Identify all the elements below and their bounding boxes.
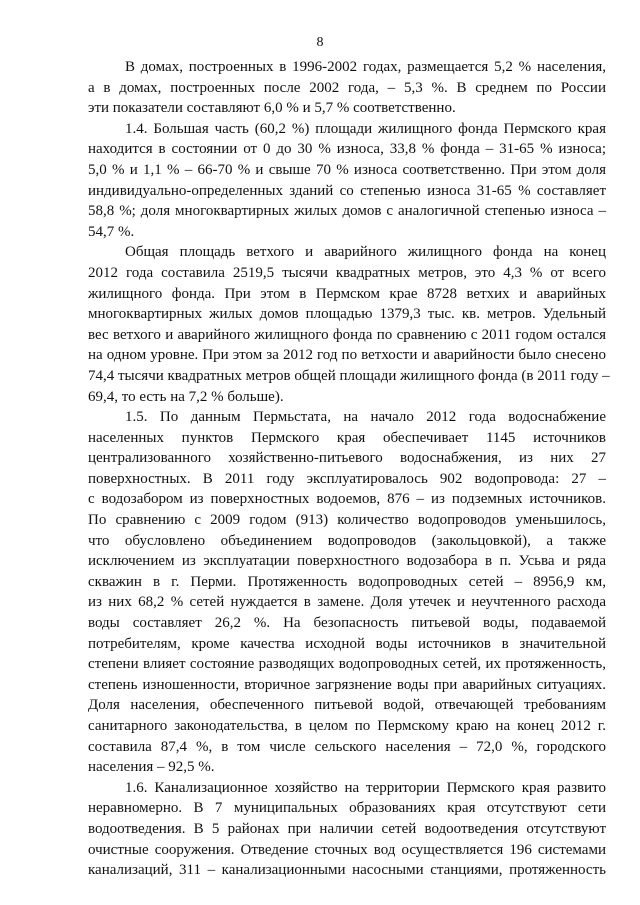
text-line: 1.6. Канализационное хозяйство на территории Пермского края развито <box>125 779 606 796</box>
paragraph-housing-age <box>88 57 606 119</box>
text-line: поверхностных. В 2011 году эксплуатировалось 902 водопровода: 27 – <box>88 470 606 487</box>
text-line: Доля населения, обеспеченного питьевой водой, отвечающей требованиям <box>88 697 606 714</box>
text-line: 54,7 %. <box>88 223 135 240</box>
text-line: 5,0 % и 1,1 % – 66-70 % и свыше 70 % износа соответственно. При этом доля <box>88 161 606 178</box>
text-line: потребителям, кроме качества исходной воды источников в значительной <box>88 635 606 652</box>
text-line: эти показатели составляют 6,0 % и 5,7 % соответственно. <box>88 100 456 117</box>
page-number: 8 <box>316 35 324 50</box>
text-line: 69,4, то есть на 7,2 % больше). <box>88 388 284 405</box>
text-line: многоквартирных жилых домов площадью 1379,3 тыс. кв. метров. Удельный <box>88 306 606 323</box>
text-line: исключением из эксплуатации поверхностного водозабора в п. Усьва и ряда <box>88 553 606 570</box>
body-text <box>88 57 610 881</box>
text-line: из них 68,2 % сетей нуждается в замене. Доля утечек и неучтенного расхода <box>88 594 606 611</box>
text-line: а в домах, построенных после 2002 года, – 5,3 %. В среднем по России <box>88 79 606 96</box>
paragraph-water-supply <box>88 407 606 778</box>
paragraph-dilapidated-housing <box>88 242 610 407</box>
text-line: 1.5. По данным Пермьстата, на начало 2012 года водоснабжение <box>125 409 606 426</box>
text-line: 74,4 тысячи квадратных метров общей площади жилищного фонда (в 2011 году – <box>88 367 610 384</box>
text-line: индивидуально-определенных зданий со степенью износа 31-65 % составляет <box>88 182 606 199</box>
text-line: жилищного фонда. При этом в Пермском крае 8728 ветхих и аварийных <box>88 285 606 302</box>
text-line: вес ветхого и аварийного жилищного фонда по сравнению с 2011 годом остался <box>88 326 606 343</box>
text-line: на одном уровне. При этом за 2012 год по ветхости и аварийности было снесено <box>88 347 606 364</box>
text-line: очистные сооружения. Отведение сточных вод осуществляется 196 системами <box>88 841 606 858</box>
text-line: воды составляет 26,2 %. На безопасность питьевой воды, подаваемой <box>88 615 606 632</box>
text-line: санитарного законодательства, в целом по Пермскому краю на конец 2012 г. <box>88 718 606 734</box>
text-line: с водозабором из поверхностных водоемов, 876 – из подземных источников. <box>88 491 606 508</box>
text-line: 1.4. Большая часть (60,2 %) площади жилищного фонда Пермского края <box>125 120 606 137</box>
text-line: населенных пунктов Пермского края обеспечивает 1145 источников <box>88 429 606 446</box>
text-line: По сравнению с 2009 годом (913) количество водопроводов уменьшилось, <box>88 512 606 529</box>
text-line: Общая площадь ветхого и аварийного жилищного фонда на конец <box>125 244 606 261</box>
text-line: населения – 92,5 %. <box>88 759 215 776</box>
text-line: канализаций, 311 – канализационными насосными станциями, протяженность <box>88 862 606 879</box>
text-line: водоотведения. В 5 районах при наличии сетей водоотведения отсутствуют <box>88 820 606 837</box>
text-line: находится в состоянии от 0 до 30 % износа, 33,8 % фонда – 31-65 % износа; <box>88 141 606 158</box>
paragraph-housing-wear <box>88 119 606 243</box>
text-line: неравномерно. В 7 муниципальных образованиях края отсутствуют сети <box>88 800 606 817</box>
text-line: степени влияет состояние разводящих водопроводных сетей, их протяженность, <box>88 656 606 673</box>
text-line: централизованного хозяйственно-питьевого водоснабжения, из них 27 <box>88 450 606 467</box>
text-line: В домах, построенных в 1996-2002 годах, размещается 5,2 % населения, <box>125 59 606 75</box>
text-line: скважин в г. Перми. Протяженность водопроводных сетей – 8956,9 км, <box>88 573 606 590</box>
text-line: что обусловлено объединением водопроводов (закольцовкой), а также <box>88 532 606 549</box>
text-line: степень изношенности, вторичное загрязнение воды при аварийных ситуациях. <box>88 676 606 693</box>
paragraph-sewerage <box>88 778 606 881</box>
text-line: 2012 года составила 2519,5 тысячи квадратных метров, это 4,3 % от всего <box>88 264 606 281</box>
text-line: составила 87,4 %, в том числе сельского населения – 72,0 %, городского <box>88 738 606 755</box>
text-line: 58,8 %; доля многоквартирных жилых домов с аналогичной степенью износа – <box>88 203 606 220</box>
